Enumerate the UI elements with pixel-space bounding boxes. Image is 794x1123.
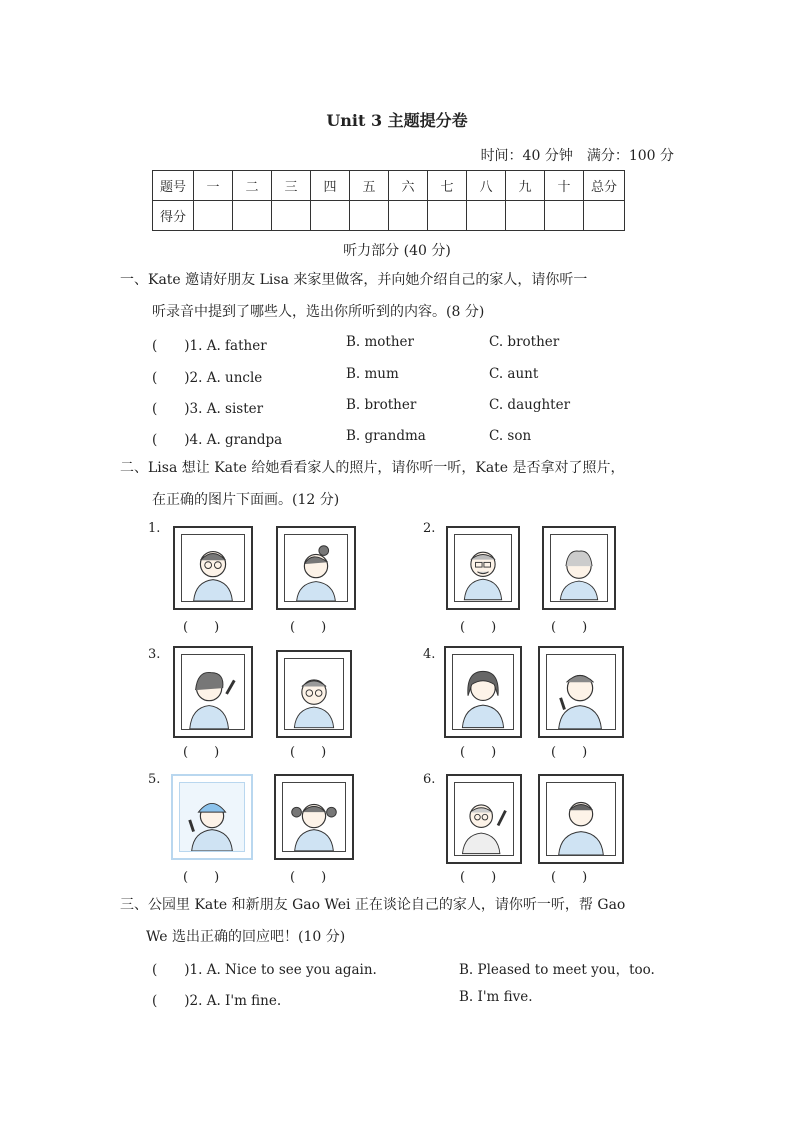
score-header-cell: 七 (428, 171, 467, 201)
score-table (152, 170, 625, 231)
s1-item3-b[interactable]: B. brother (346, 397, 417, 413)
man-with-glasses-icon[interactable] (173, 526, 253, 610)
time-info: 时间：40 分钟 满分：100 分 (480, 148, 674, 164)
waving-girl-icon[interactable] (173, 646, 253, 738)
picture-group-label: 3. (148, 647, 161, 662)
page-title: Unit 3 主题提分卷 (326, 111, 468, 130)
answer-bracket[interactable]: ( ) (551, 870, 588, 885)
score-input-cell[interactable] (272, 201, 311, 231)
answer-bracket[interactable]: ( ) (290, 745, 327, 760)
section1-instruction-line2: 听录音中提到了哪些人，选出你所听到的内容。(8 分) (152, 304, 485, 320)
score-header-cell: 五 (350, 171, 389, 201)
s1-item1-b[interactable]: B. mother (346, 334, 414, 350)
score-row-label: 得分 (153, 201, 194, 231)
boy-with-glasses-icon[interactable] (276, 650, 352, 738)
score-header-cell: 三 (272, 171, 311, 201)
man-icon[interactable] (538, 774, 624, 864)
score-input-cell[interactable] (428, 201, 467, 231)
s1-item4-a[interactable]: ( )4. A. grandpa (152, 432, 283, 448)
section3-instruction-line2: We 选出正确的回应吧！(10 分) (146, 929, 346, 945)
s3-item2-a[interactable]: ( )2. A. I'm fine. (152, 993, 282, 1009)
s1-item3-c[interactable]: C. daughter (489, 397, 571, 413)
score-header-cell: 二 (233, 171, 272, 201)
section2-instruction-line2: 在正确的图片下面画。(12 分) (152, 492, 340, 508)
score-input-cell[interactable] (584, 201, 625, 231)
s1-item1-a[interactable]: ( )1. A. father (152, 338, 267, 354)
picture-group-label: 4. (423, 647, 436, 662)
answer-bracket[interactable]: ( ) (460, 745, 497, 760)
score-input-cell[interactable] (311, 201, 350, 231)
waving-boy-icon[interactable] (538, 646, 624, 738)
section1-instruction-line1: 一、Kate 邀请好朋友 Lisa 来家里做客，并向她介绍自己的家人，请你听一 (120, 272, 588, 288)
score-header-cell: 一 (194, 171, 233, 201)
s3-item1-a[interactable]: ( )1. A. Nice to see you again. (152, 962, 377, 978)
score-header-cell: 四 (311, 171, 350, 201)
s3-item1-b[interactable]: B. Pleased to meet you，too. (459, 962, 655, 978)
answer-bracket[interactable]: ( ) (460, 620, 497, 635)
score-input-cell[interactable] (233, 201, 272, 231)
s1-item3-a[interactable]: ( )3. A. sister (152, 401, 264, 417)
score-header-cell: 十 (545, 171, 584, 201)
picture-group-label: 2. (423, 521, 436, 536)
section3-instruction-line1: 三、公园里 Kate 和新朋友 Gao Wei 正在谈论自己的家人，请你听一听，帮 Gao (120, 897, 626, 913)
answer-bracket[interactable]: ( ) (551, 745, 588, 760)
answer-bracket[interactable]: ( ) (551, 620, 588, 635)
score-input-cell[interactable] (389, 201, 428, 231)
answer-bracket[interactable]: ( ) (183, 870, 220, 885)
score-header-cell: 题号 (153, 171, 194, 201)
answer-bracket[interactable]: ( ) (290, 620, 327, 635)
score-table-header-row (153, 171, 625, 201)
s1-item1-c[interactable]: C. brother (489, 334, 560, 350)
s1-item2-c[interactable]: C. aunt (489, 366, 539, 382)
part-title: 听力部分 (40 分) (343, 243, 451, 259)
score-header-cell: 八 (467, 171, 506, 201)
girl-icon[interactable] (444, 646, 522, 738)
grandpa-icon[interactable] (446, 526, 520, 610)
score-header-cell: 总分 (584, 171, 625, 201)
grandma-icon[interactable] (542, 526, 616, 610)
score-header-cell: 六 (389, 171, 428, 201)
answer-bracket[interactable]: ( ) (460, 870, 497, 885)
picture-group-label: 6. (423, 772, 436, 787)
s1-item4-c[interactable]: C. son (489, 428, 532, 444)
score-input-cell[interactable] (545, 201, 584, 231)
waving-child-with-cap-icon[interactable] (171, 774, 253, 860)
score-header-cell: 九 (506, 171, 545, 201)
s1-item4-b[interactable]: B. grandma (346, 428, 426, 444)
score-table-score-row (153, 201, 625, 231)
answer-bracket[interactable]: ( ) (183, 745, 220, 760)
girl-with-pigtails-icon[interactable] (274, 774, 354, 860)
s1-item2-b[interactable]: B. mum (346, 366, 399, 382)
score-input-cell[interactable] (350, 201, 389, 231)
waving-grandpa-icon[interactable] (446, 774, 522, 864)
s1-item2-a[interactable]: ( )2. A. uncle (152, 370, 263, 386)
score-input-cell[interactable] (194, 201, 233, 231)
picture-group-label: 1. (148, 521, 161, 536)
section2-instruction-line1: 二、Lisa 想让 Kate 给她看看家人的照片，请你听一听，Kate 是否拿对了照片， (120, 460, 625, 476)
picture-group-label: 5. (148, 772, 161, 787)
s3-item2-b[interactable]: B. I'm five. (459, 989, 533, 1005)
woman-with-bun-icon[interactable] (276, 526, 356, 610)
answer-bracket[interactable]: ( ) (183, 620, 220, 635)
answer-bracket[interactable]: ( ) (290, 870, 327, 885)
score-input-cell[interactable] (506, 201, 545, 231)
score-input-cell[interactable] (467, 201, 506, 231)
